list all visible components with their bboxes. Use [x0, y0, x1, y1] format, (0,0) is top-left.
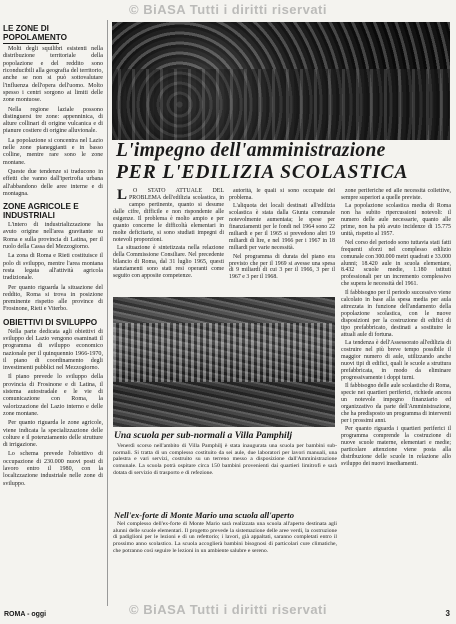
- article-paragraph: zone periferiche ed alle necessità collettive, sempre superiori a quelle previste.: [341, 188, 451, 201]
- photo-caption: Una scuola per sub-normali a Villa Pamphilj: [114, 430, 293, 441]
- sidebar-section-popolamento: [3, 24, 103, 198]
- subsection-body: [113, 521, 337, 605]
- article-paragraph: La situazione è sintetizzata nella relazione della Commissione Consiliare. Nel precedente bilancio di Roma, dal 31 luglio 1965, questi stanziamenti sono stati resi operanti come seguito con apposite competenze.: [113, 245, 224, 279]
- watermark-top: © BiASA Tutti i diritti riservati: [129, 2, 327, 17]
- sidebar-paragraph: Il piano prevede lo sviluppo della provincia di Frosinone e di Latina, il sistema autostradale e le vie di comunicazione con Roma, la valorizzazione del Lazio interno e delle zone montane.: [3, 374, 103, 417]
- sidebar-paragraph: Nella regione laziale possono distinguersi tre zone: appenninica, di alture collinari di origine vulcanica e di pianure costiere di origine alluvionale.: [3, 106, 103, 135]
- headline-line-2: PER L'EDILIZIA SCOLASTICA: [116, 162, 409, 183]
- article-column-c: [341, 188, 451, 598]
- article-headline: [116, 140, 456, 184]
- caption-body: [113, 443, 337, 507]
- drop-cap: L: [117, 188, 128, 203]
- publication-name: ROMA - oggi: [4, 611, 47, 618]
- article-column-a: [113, 188, 224, 294]
- article-paragraph: L'aliquota dei locali destinati all'edilizia scolastica è stata dalla Giunta comunale notevolmente aumentata; le spese per finanziamenti per le fondi nel 1964 sono 22 miliardi e per il 1965 si prevedono altri 19 miliardi di lire, e nel 1966 per i 1967 in 18 miliardi per varie necessità.: [229, 203, 335, 252]
- sidebar-paragraph: La popolazione si concentra nel Lazio nelle zone pianeggianti e in basso colline, mentre rare sono le zone montane.: [3, 137, 103, 166]
- article-paragraph: Per quanto riguarda i quartieri periferici il programma comprende la costruzione di nuove scuole materne, elementari e medie; particolare attenzione viene posta alla distribuzione delle scuole in relazione allo sviluppo dei nuovi insediamenti.: [341, 426, 451, 468]
- sidebar-paragraph: Nella parte dedicata agli obiettivi di sviluppo del Lazio vengono esaminati il programma di sviluppo economico nazionale per il quinquennio 1966-1970, il piano di coordinamento degli investimenti pubblici nel Mezzogiorno.: [3, 328, 103, 372]
- subsection-heading: Nell'ex-forte di Monte Mario una scuola all'aperto: [114, 510, 294, 520]
- sidebar-paragraph: Per quanto riguarda la situazione del reddito, Roma si trova in posizione preminente rispetto alle province di Frosinone, Rieti e Viterbo.: [3, 284, 103, 313]
- crowd-photo: [112, 22, 450, 140]
- article-paragraph: Il fabbisogno delle aule scolastiche di Roma, specie nei quartieri periferici, richiede ancora un notevole impegno finanziario ed organizzativo da parte dell'Amministrazione, che ha predisposto un programma di interventi per i prossimi anni.: [341, 383, 451, 424]
- page-number: 3: [445, 609, 450, 618]
- sidebar-heading: OBIETTIVI DI SVILUPPO: [3, 317, 98, 327]
- article-paragraph: Nel corso del periodo sono tuttavia stati fatti frequenti sforzi nel complesso edilizio comunale con 300.000 metri quadrati e 33.000 alunni; 18.420 aule in scuola elementare, 8.432 scuole medie, 1.180 istituti professionali per un incremento complessivo che supera le necessità del 1961.: [341, 239, 451, 288]
- sidebar-paragraph: La zona di Roma e Rieti costituisce il polo di sviluppo, mentre l'area montana resta legata all'attività agricola tradizionale.: [3, 253, 103, 282]
- article-paragraph: Nel programma di durata del piano era previsto che per il 1969 si avesse una spesa di 9 miliardi di cui 3 per il 1966, 3 per il 1967 e 3 per il 1968.: [229, 253, 335, 281]
- sidebar-paragraph: Queste due tendenze si traducono in effetti che vanno dall'ipertrofia urbana all'abbandono delle aree interne e di montagna.: [3, 168, 103, 197]
- headline-line-1: L'impegno dell'amministrazione: [116, 140, 386, 161]
- sidebar-paragraph: Per quanto riguarda le zone agricole, viene indicata la specializzazione delle colture e il potenziamento delle strutture di irrigazione.: [3, 420, 103, 449]
- subsection-paragraph: Nel complesso dell'ex-forte di Monte Mario sarà realizzata una scuola all'aperto destinata agli alunni delle scuole elementari. Il progetto prevede la sistemazione delle aree verdi, la costruzione di padiglioni per le lezioni e di un refettorio; i lavori, già appaltati, saranno completati entro il prossimo anno scolastico. La scuola accoglierà bambini bisognosi di particolari cure climatiche, che potranno così seguire le lezioni in un ambiente salubre e sereno.: [113, 521, 337, 554]
- sidebar-heading: ZONE AGRICOLE E INDUSTRIALI: [3, 202, 79, 221]
- article-column-b: [229, 188, 335, 294]
- caption-paragraph: Venerdì scorso nell'ambito di Villa Pamphilj è stata inaugurata una scuola per bambini sub-normali. Si tratta di un complesso costituito da sei aule, due laboratori per lavori manuali, una palestra e vari servizi, costruito su un terreno messo a disposizione dall'Amministrazione comunale. La scuola potrà ospitare circa 150 bambini provenienti dai quartieri limitrofi e sarà dotata di servizio di trasporto e di refezione.: [113, 443, 337, 476]
- sidebar-section-agricole: [3, 202, 103, 314]
- sidebar-section-obiettivi: [3, 318, 103, 488]
- sidebar-paragraph: Lo schema prevede l'obiettivo di occupazione di 230.000 nuovi posti di lavoro entro il 1980, con la localizzazione industriale nelle zone di sviluppo.: [3, 451, 103, 487]
- sidebar-heading: LE ZONE DI POPOLAMENTO: [3, 24, 103, 44]
- sidebar: [0, 20, 108, 606]
- sidebar-paragraph: Molti degli squilibri esistenti nella distribuzione territoriale della popolazione e del reddito sono riconducibili alla geografia del territorio, anche se non si può sottovalutare l'influenza dell'opera dell'uomo. Molto spesso i centri sorgono ai limiti delle zone montuose.: [3, 46, 103, 104]
- article-paragraph: O STATO ATTUALE DEL PROBLEMA dell'edilizia scolastica, in campo pertinente, quanto si desume dalle cifre, difficile e non rispondente alle esigenze. Il problema è molto ampio e per quanto concerne le difficoltà elementari in molte deficitarie, si sono studiati impegni di notevoli proporzioni.: [113, 188, 224, 243]
- article-paragraph: Il fabbisogno per il periodo successivo viene calcolato in base alla spesa media per aula attrezzata in funzione dell'andamento della popolazione scolastica, con le nuove disposizioni per la costruzione di edifici di tipo prefabbricato, destinati a sostituire le attuali aule di fortuna.: [341, 289, 451, 338]
- sidebar-paragraph: L'intero di industrializzazione ha avuto origine nell'area gravitante su Roma e sulla provincia di Latina, per il ruolo della Cassa del Mezzogiorno.: [3, 222, 103, 251]
- school-photo: [113, 297, 335, 427]
- watermark-bottom: © BiASA Tutti i diritti riservati: [129, 602, 327, 617]
- article-paragraph: autorità, le quali si sono occupate del problema.: [229, 188, 335, 201]
- article-paragraph: La tendenza è dell'Assessorato all'edilizia di costruire nel più breve tempo possibile il maggior numero di aule, utilizzando anche nuovi tipi di edifici, quali le scuole a struttura prefabbricata, in modo da eliminare progressivamente i doppi turni.: [341, 340, 451, 381]
- article-paragraph: La popolazione scolastica media di Roma non ha subito ripercussioni notevoli: il numero delle aule necessarie, quanto alle prime, non ha più avuto incidenze di 15.775 unità, rispetto al 1957.: [341, 203, 451, 238]
